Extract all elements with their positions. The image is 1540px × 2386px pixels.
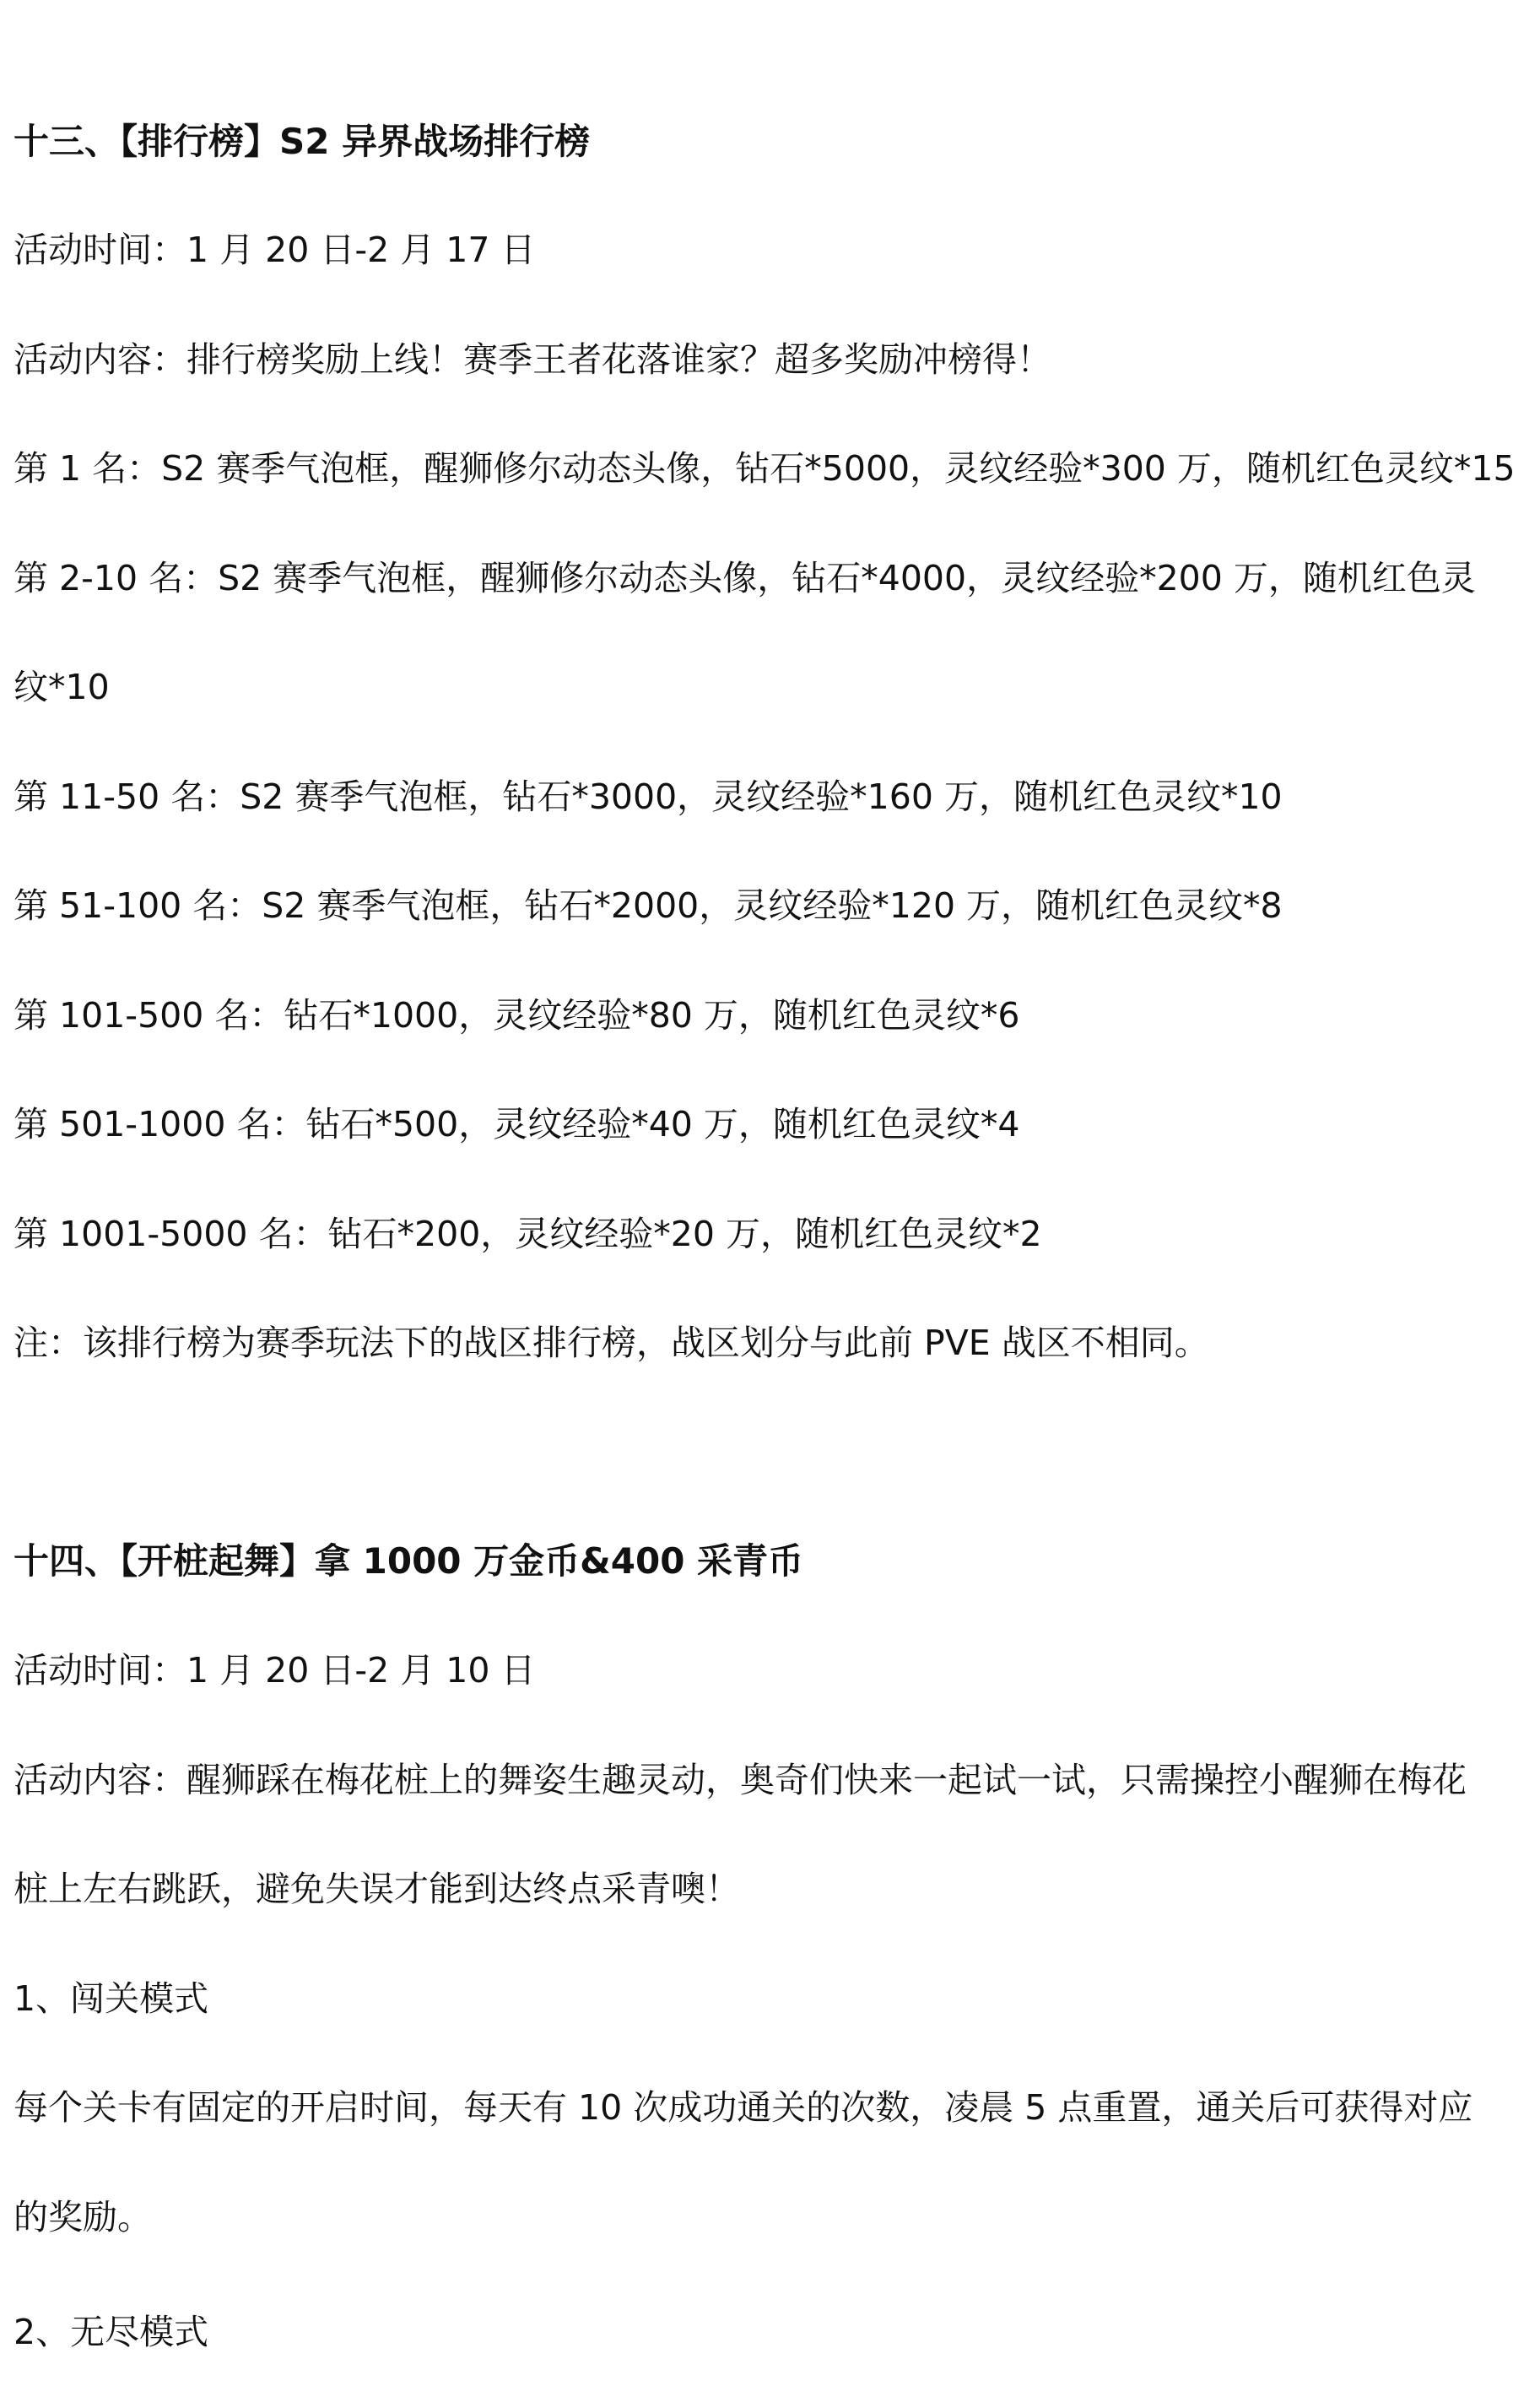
- mode-2-title: 2、无尽模式: [14, 2312, 209, 2352]
- reward-rank-1: 第 1 名：S2 赛季气泡框，醒狮修尔动态头像，钻石*5000，灵纹经验*300 万，随机红色灵纹*15: [14, 448, 1516, 489]
- section-13-time: 活动时间：1 月 20 日-2 月 17 日: [14, 230, 536, 270]
- reward-rank-51-100: 第 51-100 名：S2 赛季气泡框，钻石*2000，灵纹经验*120 万，随机红色灵纹*8: [14, 885, 1283, 926]
- section-13-content: 活动内容：排行榜奖励上线！赛季王者花落谁家？超多奖励冲榜得！: [14, 339, 1051, 380]
- section-14-content-line2: 桩上左右跳跃，避免失误才能到达终点采青噢！: [14, 1869, 740, 1909]
- section-14-heading: 十四、【开桩起舞】拿 1000 万金币&400 采青币: [14, 1540, 804, 1582]
- section-14-time: 活动时间：1 月 20 日-2 月 10 日: [14, 1650, 536, 1691]
- reward-rank-1001-5000: 第 1001-5000 名：钻石*200，灵纹经验*20 万，随机红色灵纹*2: [14, 1214, 1042, 1254]
- mode-1-desc-line1: 每个关卡有固定的开启时间，每天有 10 次成功通关的次数，凌晨 5 点重置，通关后可获得对应: [14, 2087, 1473, 2128]
- section-13-heading: 十三、【排行榜】S2 异界战场排行榜: [14, 121, 591, 162]
- reward-rank-11-50: 第 11-50 名：S2 赛季气泡框，钻石*3000，灵纹经验*160 万，随机红色灵纹*10: [14, 776, 1283, 817]
- mode-1-title: 1、闯关模式: [14, 1978, 209, 2019]
- mode-1-desc-line2: 的奖励。: [14, 2197, 152, 2237]
- reward-rank-2-10-line2: 纹*10: [14, 667, 110, 707]
- reward-rank-501-1000: 第 501-1000 名：钻石*500，灵纹经验*40 万，随机红色灵纹*4: [14, 1104, 1020, 1144]
- section-13-note: 注：该排行榜为赛季玩法下的战区排行榜，战区划分与此前 PVE 战区不相同。: [14, 1323, 1209, 1363]
- reward-rank-2-10-line1: 第 2-10 名：S2 赛季气泡框，醒狮修尔动态头像，钻石*4000，灵纹经验*200 万，随机红色灵: [14, 558, 1476, 598]
- section-14-content-line1: 活动内容：醒狮踩在梅花桩上的舞姿生趣灵动，奥奇们快来一起试一试，只需操控小醒狮在梅花: [14, 1760, 1467, 1800]
- reward-rank-101-500: 第 101-500 名：钻石*1000，灵纹经验*80 万，随机红色灵纹*6: [14, 995, 1020, 1036]
